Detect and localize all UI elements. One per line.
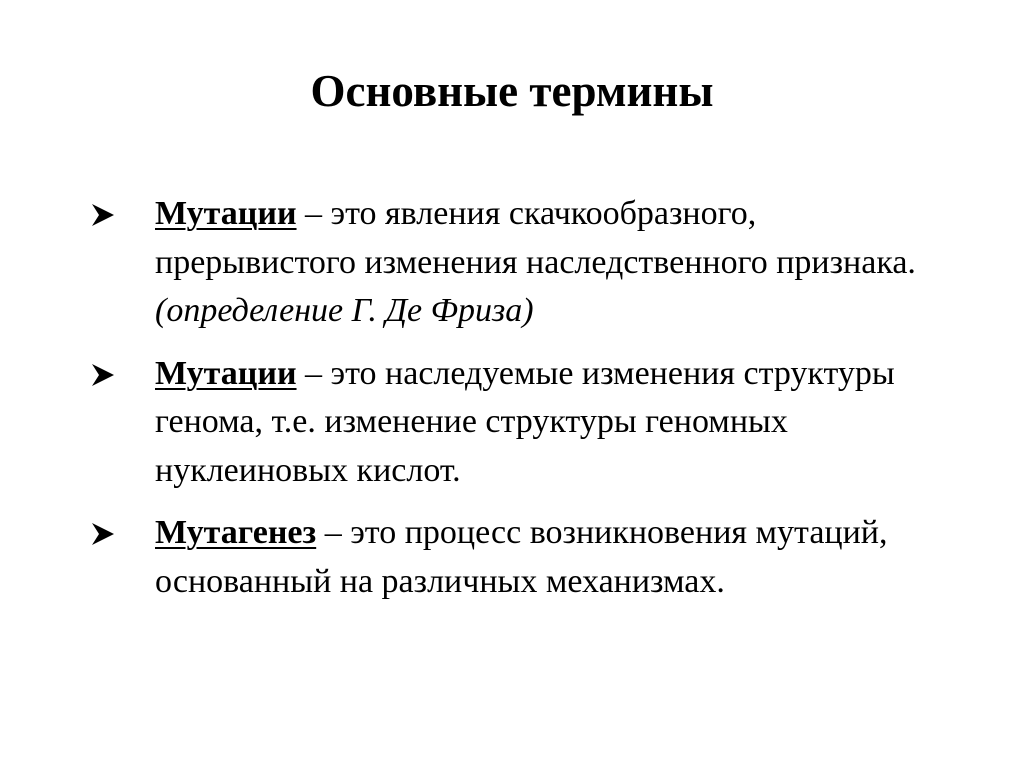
- definition-term: Мутации: [155, 195, 297, 232]
- definition-item: [0, 190, 1024, 336]
- arrowhead-bullet-icon: [90, 362, 116, 388]
- arrowhead-bullet-icon: [90, 521, 116, 547]
- slide-title: Основные термины: [310, 66, 714, 116]
- arrowhead-bullet-icon: [90, 202, 116, 228]
- definition-term: Мутагенез: [155, 514, 317, 551]
- definition-list: [0, 190, 1024, 620]
- definition-item: [0, 350, 1024, 496]
- definition-item: [0, 509, 1024, 606]
- definition-note: (определение Г. Де Фриза): [155, 292, 534, 329]
- definition-term: Мутации: [155, 354, 297, 392]
- definition-text: – это процесс возникновения мутаций, основанный на различных механизмах.: [155, 514, 888, 600]
- definition-text: – это наследуемые изменения структуры генома, т.е. изменение структуры геномных нуклеиновых кислот.: [155, 354, 895, 489]
- definition-text: – это явления скачкообразного, прерывистого изменения наследственного признака.: [155, 195, 916, 281]
